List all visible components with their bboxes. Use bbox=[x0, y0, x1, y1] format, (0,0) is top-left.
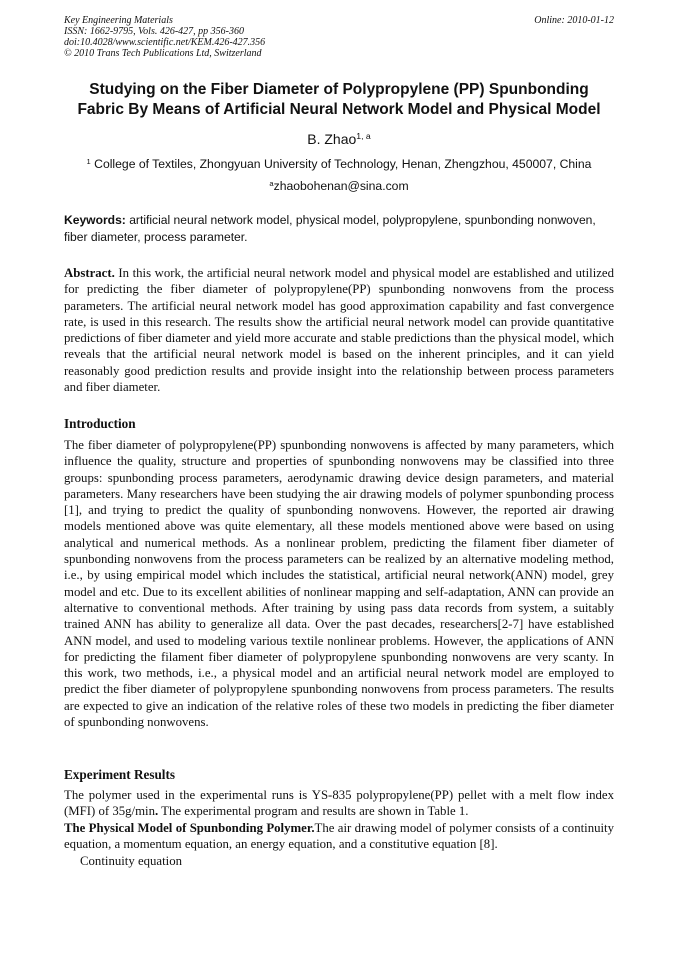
affiliation-superscript: 1 bbox=[86, 156, 91, 166]
author bbox=[0, 130, 678, 148]
title-line-2: Fabric By Means of Artificial Neural Network Model and Physical Model bbox=[77, 101, 601, 118]
issn: ISSN: 1662-9795, Vols. 426-427, pp 356-360 bbox=[64, 26, 244, 37]
journal-info bbox=[64, 15, 265, 59]
physical-model-paragraph bbox=[64, 820, 614, 853]
email-address: zhaobohenan@sina.com bbox=[273, 179, 409, 193]
affiliation-text: College of Textiles, Zhongyuan University of Technology, Henan, Zhengzhou, 450007, China bbox=[94, 157, 592, 171]
email bbox=[0, 178, 678, 194]
paper-title bbox=[40, 80, 638, 120]
introduction-text: The fiber diameter of polypropylene(PP) spunbonding nonwovens is affected by many parameters, which influence the quality, structure and properties of spunbonding nonwovens may be classified into three groups: spunbonding process parameters, aerodynamic drawing device design parameters, and material parameters. Many researchers have been studying the air drawing models of polymer spunbonding process [1], and trying to predict the quality of spunbonding nonwovens. However, the reported air drawing models mentioned above was quite elementary, all these models mentioned above were based on using analytical and numerical methods. As a nonlinear problem, predicting the filament fiber diameter of spunbonding nonwovens from the process parameters can be realized by an alternative modeling method, i.e., by using empirical model which includes the statistical, artificial neural network(ANN) model, grey model and etc. Due to its excellent abilities of nonlinear mapping and self-adaptation, ANN can provide an alternative to conventional methods. After training by using pass data records from system, a suitably trained ANN has ability to generalize all data. Over the past decades, researchers[2-7] have established ANN model, and used to modeling various textile nonlinear problems. However, the applications of ANN for predicting the filament fiber diameter of polypropylene spunbonding nonwovens are very scanty. In this work, two methods, i.e., a physical model and an artificial neural network model are employed to predict the fiber diameter of polypropylene spunbonding nonwovens from process parameters. The results are expected to give an indication of the relative roles of these two models in predicting the fiber diameter of spunbonding nonwovens. bbox=[64, 438, 614, 730]
author-name: B. Zhao bbox=[307, 131, 357, 147]
keywords-text: artificial neural network model, physical model, polypropylene, spunbonding nonwoven, fiber diameter, process parameter. bbox=[64, 213, 596, 244]
doi: doi:10.4028/www.scientific.net/KEM.426-427.356 bbox=[64, 37, 266, 48]
keywords-label: Keywords: bbox=[64, 213, 126, 227]
abstract-text: In this work, the artificial neural network model and physical model are established and utilized for predicting the fiber diameter of polypropylene(PP) spunbonding nonwovens from the process parameters. The artificial neural network model has good approximation capability and fast convergence rate, is used in this research. The results show the artificial neural network model can provide quantitative predictions of fiber diameter and yield more accurate and stable predictions than the physical model, which reveals that the artificial neural network model is based on the inherent principles, and it can yield reasonably good prediction results and provide insight into the relationship between process parameters and fiber diameter. bbox=[64, 266, 615, 395]
copyright: © 2010 Trans Tech Publications Ltd, Switzerland bbox=[64, 48, 262, 59]
experiment-text-part-1: The polymer used in the experimental runs is YS-835 polypropylene(PP) pellet with a melt flow index (MFI) of 35g/min bbox=[64, 788, 614, 819]
experiment-text bbox=[64, 787, 614, 820]
physical-model-label: The Physical Model of Spunbonding Polymer. bbox=[64, 821, 315, 835]
physical-model-text: The air drawing model of polymer consists of a continuity equation, a momentum equation, an energy equation, and a constitutive equation [8]. bbox=[64, 821, 615, 852]
experiment-text-bold-dot: . bbox=[155, 804, 159, 819]
author-superscript: 1, a bbox=[356, 131, 371, 142]
journal-name: Key Engineering Materials bbox=[64, 15, 173, 26]
email-superscript: a bbox=[269, 178, 274, 188]
experiment-heading: Experiment Results bbox=[64, 767, 175, 782]
online-date: Online: 2010-01-12 bbox=[534, 15, 614, 26]
title-line-1: Studying on the Fiber Diameter of Polypropylene (PP) Spunbonding bbox=[89, 81, 589, 98]
affiliation bbox=[0, 156, 678, 172]
abstract-label: Abstract. bbox=[64, 266, 115, 280]
keywords bbox=[64, 212, 614, 246]
experiment-text-part-2: The experimental program and results are shown in Table 1. bbox=[158, 804, 469, 819]
continuity-equation-label: Continuity equation bbox=[80, 854, 183, 868]
abstract bbox=[64, 265, 614, 395]
introduction-heading: Introduction bbox=[64, 416, 136, 431]
